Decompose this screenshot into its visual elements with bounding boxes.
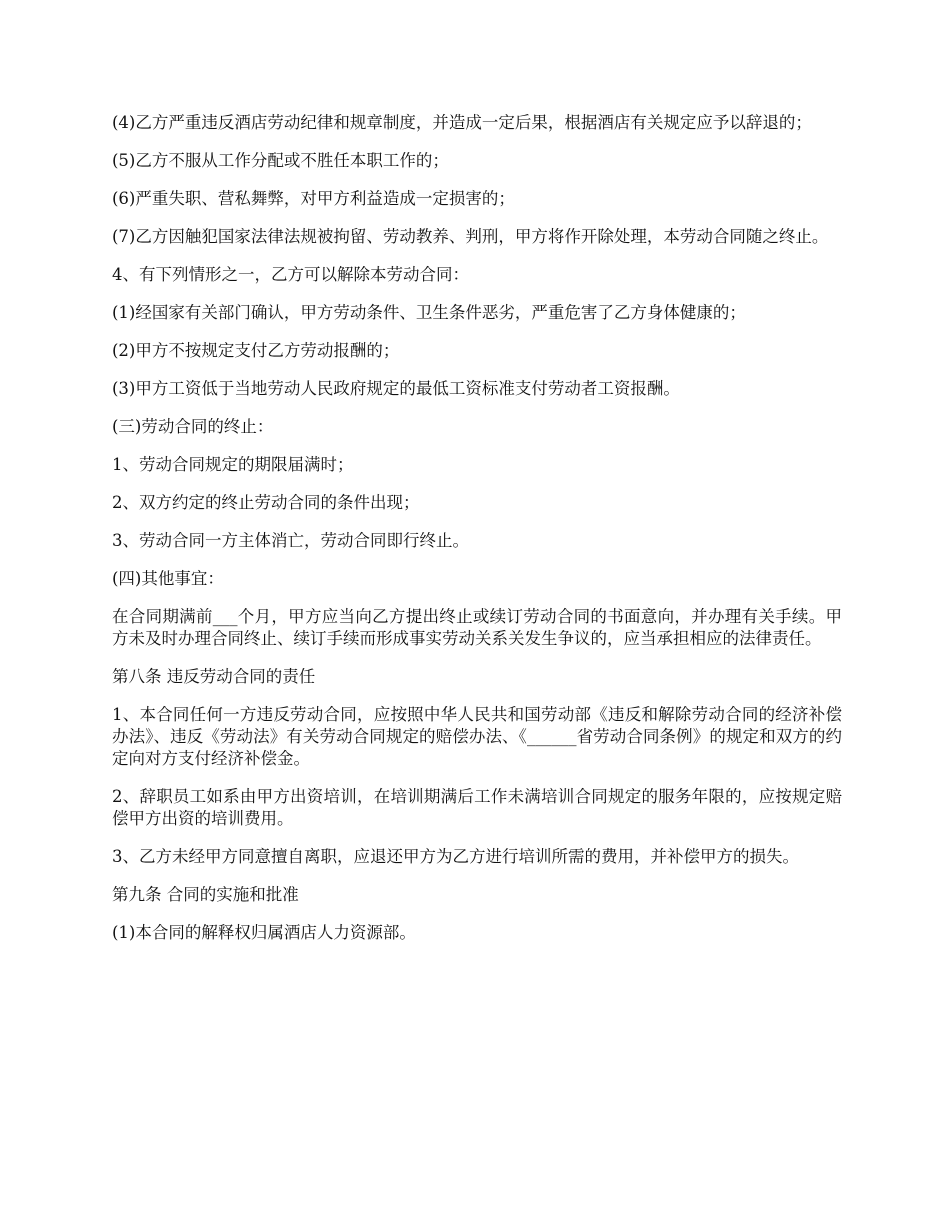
paragraph-heading-contract-termination: (三)劳动合同的终止：: [112, 417, 274, 436]
paragraph-section-4-employee-termination: 4、有下列情形之一，乙方可以解除本劳动合同：: [112, 265, 469, 284]
paragraph-item-4-dismissal: (4)乙方严重违反酒店劳动纪律和规章制度，并造成一定后果，根据酒店有关规定应予以辞退的；: [112, 113, 812, 132]
paragraph-termination-2: 2、双方约定的终止劳动合同的条件出现；: [112, 493, 420, 512]
paragraph-liability-2: 2、辞职员工如系由甲方出资培训，在培训期满后工作未满培训合同规定的服务年限的，应按规定赔偿甲方出资的培训费用。: [112, 787, 842, 828]
paragraph-termination-3: 3、劳动合同一方主体消亡，劳动合同即行终止。: [112, 531, 469, 550]
paragraph-item-6-misconduct: (6)严重失职、营私舞弊，对甲方利益造成一定损害的；: [112, 189, 515, 208]
paragraph-item-5-insubordination: (5)乙方不服从工作分配或不胜任本职工作的；: [112, 151, 449, 170]
paragraph-heading-other-matters: (四)其他事宜：: [112, 569, 224, 588]
paragraph-item-2-payment: (2)甲方不按规定支付乙方劳动报酬的；: [112, 341, 400, 360]
paragraph-liability-3: 3、乙方未经甲方同意擅自离职，应退还甲方为乙方进行培训所需的费用，并补偿甲方的损失。: [112, 847, 799, 866]
paragraph-liability-1: 1、本合同任何一方违反劳动合同，应按照中华人民共和国劳动部《违反和解除劳动合同的经济补偿办法》、违反《劳动法》有关劳动合同规定的赔偿办法、《______省劳动合同条例》的规定和双方的约定向对方支付经济补偿金。: [112, 705, 842, 768]
paragraph-renewal-notice: 在合同期满前___个月，甲方应当向乙方提出终止或续订劳动合同的书面意向，并办理有关手续。甲方未及时办理合同终止、续订手续而形成事实劳动关系关发生争议的，应当承担相应的法律责任。: [112, 607, 842, 648]
paragraph-interpretation: (1)本合同的解释权归属酒店人力资源部。: [112, 923, 416, 942]
paragraph-item-1-conditions: (1)经国家有关部门确认，甲方劳动条件、卫生条件恶劣，严重危害了乙方身体健康的；: [112, 303, 746, 322]
paragraph-article-8-heading: 第八条 违反劳动合同的责任: [112, 667, 316, 686]
paragraph-article-9-heading: 第九条 合同的实施和批准: [112, 885, 299, 904]
paragraph-item-7-legal-violation: (7)乙方因触犯国家法律法规被拘留、劳动教养、判刑，甲方将作开除处理，本劳动合同随之终止。: [112, 227, 829, 246]
document-page: [112, 112, 842, 960]
paragraph-termination-1: 1、劳动合同规定的期限届满时；: [112, 455, 354, 474]
paragraph-item-3-minimum-wage: (3)甲方工资低于当地劳动人民政府规定的最低工资标准支付劳动者工资报酬。: [112, 379, 680, 398]
